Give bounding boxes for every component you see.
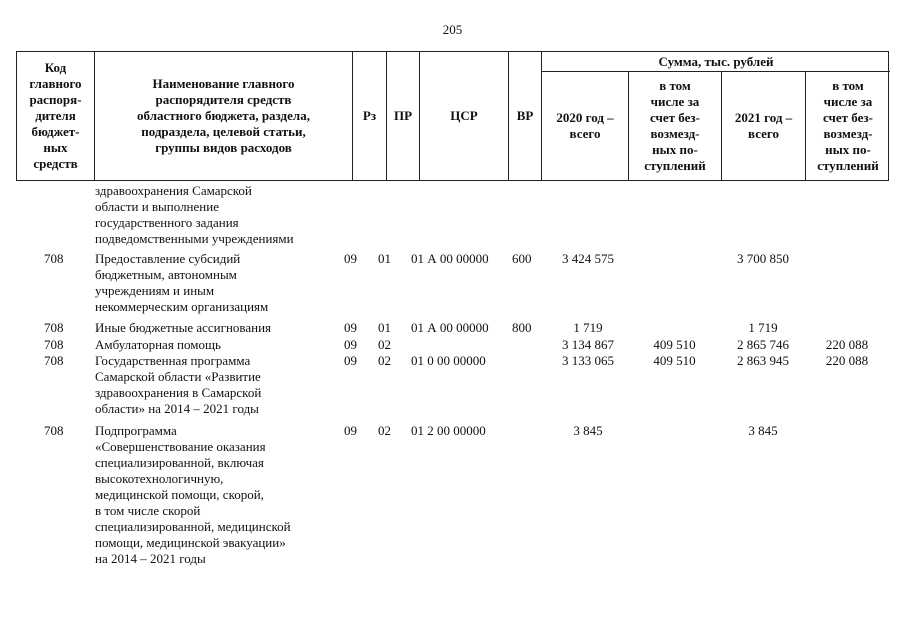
header-pr: ПР bbox=[387, 52, 420, 180]
row-2020-total: 3 134 867 bbox=[562, 337, 614, 352]
row-2021-total: 3 700 850 bbox=[737, 251, 789, 266]
row-csr: 01 0 00 00000 bbox=[411, 353, 486, 368]
row-2020-total: 3 845 bbox=[573, 423, 603, 438]
row-2021-incl: 220 088 bbox=[825, 337, 869, 352]
row-2020-total: 1 719 bbox=[573, 320, 603, 335]
row-pr: 01 bbox=[378, 251, 391, 266]
row-rz: 09 bbox=[344, 337, 357, 352]
row-rz: 09 bbox=[344, 251, 357, 266]
row-name: Подпрограмма «Совершенствование оказания специализированной, включая высокотехнологичную, медицинской помощи, скорой, в том числе скорой специализированной, медицинской помощи, медицинской эвакуации» на 2014 – 2021 годы bbox=[95, 423, 291, 566]
continuation-text: здравоохранения Самарской области и выполнение государственного задания подведомственными учреждениями bbox=[95, 183, 294, 246]
row-2020-incl: 409 510 bbox=[653, 353, 696, 368]
row-pr: 01 bbox=[378, 320, 391, 335]
row-pr: 02 bbox=[378, 337, 391, 352]
row-csr: 01 2 00 00000 bbox=[411, 423, 486, 438]
page-number: 205 bbox=[442, 22, 463, 37]
header-code: Код главного распоря- дителя бюджет- ных средств bbox=[17, 52, 95, 180]
row-rz: 09 bbox=[344, 353, 357, 368]
row-name: Предоставление субсидий бюджетным, автономным учреждениям и иным некоммерческим организациям bbox=[95, 251, 269, 314]
row-2021-total: 2 865 746 bbox=[737, 337, 789, 352]
row-2021-total: 1 719 bbox=[748, 320, 778, 335]
row-csr: 01 А 00 00000 bbox=[411, 320, 489, 335]
row-2020-total: 3 424 575 bbox=[562, 251, 614, 266]
row-2021-total: 3 845 bbox=[748, 423, 778, 438]
row-rz: 09 bbox=[344, 423, 357, 438]
row-2021-incl: 220 088 bbox=[825, 353, 869, 368]
row-code: 708 bbox=[44, 251, 64, 266]
header-name: Наименование главного распорядителя средств областного бюджета, раздела, подраздела, целевой статьи, группы видов расходов bbox=[95, 52, 353, 180]
header-csr: ЦСР bbox=[420, 52, 509, 180]
row-code: 708 bbox=[44, 423, 64, 438]
row-pr: 02 bbox=[378, 423, 391, 438]
row-name: Иные бюджетные ассигнования bbox=[95, 320, 272, 335]
row-2021-total: 2 863 945 bbox=[737, 353, 789, 368]
header-rz: Рз bbox=[353, 52, 387, 180]
header-2021-total: 2021 год – всего bbox=[722, 72, 806, 180]
row-vr: 600 bbox=[512, 251, 532, 266]
header-2021-incl: в том числе за счет без- возмезд- ных по- ступлений bbox=[817, 78, 879, 173]
row-csr: 01 А 00 00000 bbox=[411, 251, 489, 266]
row-2020-total: 3 133 065 bbox=[562, 353, 614, 368]
row-name: Государственная программа Самарской области «Развитие здравоохранения в Самарской области» на 2014 – 2021 годы bbox=[95, 353, 262, 416]
header-vr: ВР bbox=[509, 52, 542, 180]
header-2020-total: 2020 год – всего bbox=[542, 72, 629, 180]
row-name: Амбулаторная помощь bbox=[95, 337, 221, 352]
header-2020-incl: в том числе за счет без- возмезд- ных по- ступлений bbox=[629, 72, 722, 180]
row-code: 708 bbox=[44, 337, 64, 352]
row-code: 708 bbox=[44, 320, 64, 335]
table-header bbox=[16, 51, 889, 181]
row-code: 708 bbox=[44, 353, 64, 368]
header-sum-title: Сумма, тыс. рублей bbox=[542, 52, 890, 72]
row-vr: 800 bbox=[512, 320, 532, 335]
row-rz: 09 bbox=[344, 320, 357, 335]
row-pr: 02 bbox=[378, 353, 391, 368]
row-2020-incl: 409 510 bbox=[653, 337, 696, 352]
